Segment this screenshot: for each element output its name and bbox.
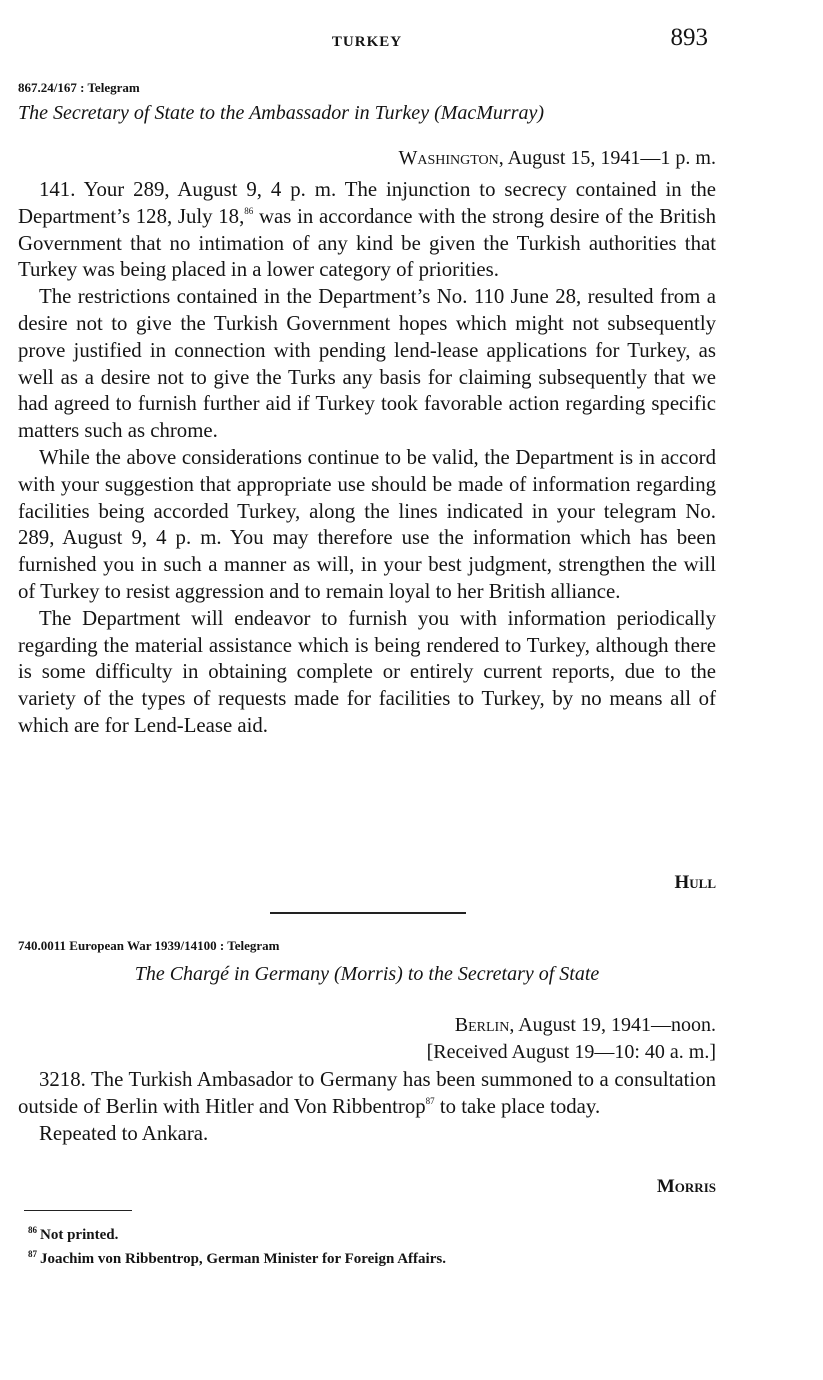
doc1-paragraph-4: The Department will endeavor to furnish you with information periodically regarding the material assistance which is being rendered to Turkey, although there is some difficulty in obtaining complete or entirely current reports, due to the variety of the types of requests made for facilities to Turkey, by no means all of which are for Lend-Lease aid.: [18, 606, 716, 737]
doc1-paragraph-3: While the above considerations continue to be valid, the Department is in accord with your suggestion that appropriate use should be made of information regarding facilities being accorded Turkey, along the lines indicated in your telegram No. 289, August 9, 4 p. m. You may therefore use the information which has been furnished you in such a manner as will, in your best judgment, strengthen the will of Turkey to resist aggression and to remain loyal to her British alliance.: [18, 445, 716, 603]
doc1-paragraph-1-text-b: was in accordance with the strong desire of the British Government that no intimation of any kind be given the Turkish authorities that Turkey was being placed in a lower category of priorities.: [18, 204, 716, 282]
doc2-paragraph-1: [18, 1067, 716, 1121]
document-page: [18, 0, 716, 1380]
footnote-ref-86: 86: [244, 205, 254, 216]
doc2-paragraph-2: Repeated to Ankara.: [39, 1121, 209, 1145]
doc1-signature: Hull: [674, 872, 716, 893]
doc2-dateline-place: Berlin: [454, 1014, 510, 1036]
footnote-rule: [24, 1210, 132, 1211]
doc1-paragraph-1-text-a: 141. Your 289, August 9, 4 p. m. The injunction to secrecy contained in the Department’s 128, July 18,: [18, 178, 716, 228]
footnote-text: Not printed.: [40, 1227, 119, 1243]
page-number: 893: [670, 24, 708, 51]
doc2-paragraph-1-text-b: to take place today.: [434, 1094, 601, 1118]
doc2-dateline-date: , August 19, 1941—noon.: [509, 1014, 716, 1036]
doc2-body: [18, 1067, 716, 1147]
doc1-body: [18, 177, 716, 740]
running-head: TURKEY: [331, 34, 403, 50]
doc2-paragraph-1-text-a: 3218. The Turkish Ambasador to Germany has been summoned to a consultation outside of Berlin with Hitler and Von Ribbentrop: [18, 1068, 716, 1118]
doc2-title: The Chargé in Germany (Morris) to the Secretary of State: [134, 963, 600, 985]
footnote-ref-87: 87: [425, 1095, 435, 1106]
footnotes: [28, 1221, 446, 1269]
doc1-paragraph-2: The restrictions contained in the Department’s No. 110 June 28, resulted from a desire not to give the Turkish Government hopes which might not subsequently prove justified in connection with pending lend-lease applications for Turkey, as well as a desire not to give the Turks any basis for claiming subsequently that we had agreed to furnish further aid if Turkey took favorable action regarding specific matters such as chrome.: [18, 285, 716, 443]
doc2-signature: Morris: [656, 1176, 716, 1197]
footnote-mark: 86: [28, 1225, 37, 1235]
footnote-mark: 87: [28, 1249, 37, 1259]
doc1-paragraph-1: [18, 177, 716, 284]
doc1-dateline: [398, 145, 716, 172]
doc2-reference: 740.0011 European War 1939/14100 : Telegram: [18, 938, 280, 953]
doc1-title: The Secretary of State to the Ambassador in Turkey (MacMurray): [18, 102, 545, 124]
doc2-received: [Received August 19—10: 40 a. m.]: [426, 1041, 716, 1063]
doc2-dateline: [427, 1012, 716, 1066]
footnote-item: [28, 1245, 446, 1269]
section-divider: [270, 912, 466, 914]
doc1-dateline-place: Washington: [398, 147, 499, 169]
footnote-text: Joachim von Ribbentrop, German Minister for Foreign Affairs.: [40, 1251, 446, 1267]
doc1-reference: 867.24/167 : Telegram: [18, 80, 140, 95]
doc1-dateline-date: , August 15, 1941—1 p. m.: [498, 147, 716, 169]
footnote-item: [28, 1221, 446, 1245]
